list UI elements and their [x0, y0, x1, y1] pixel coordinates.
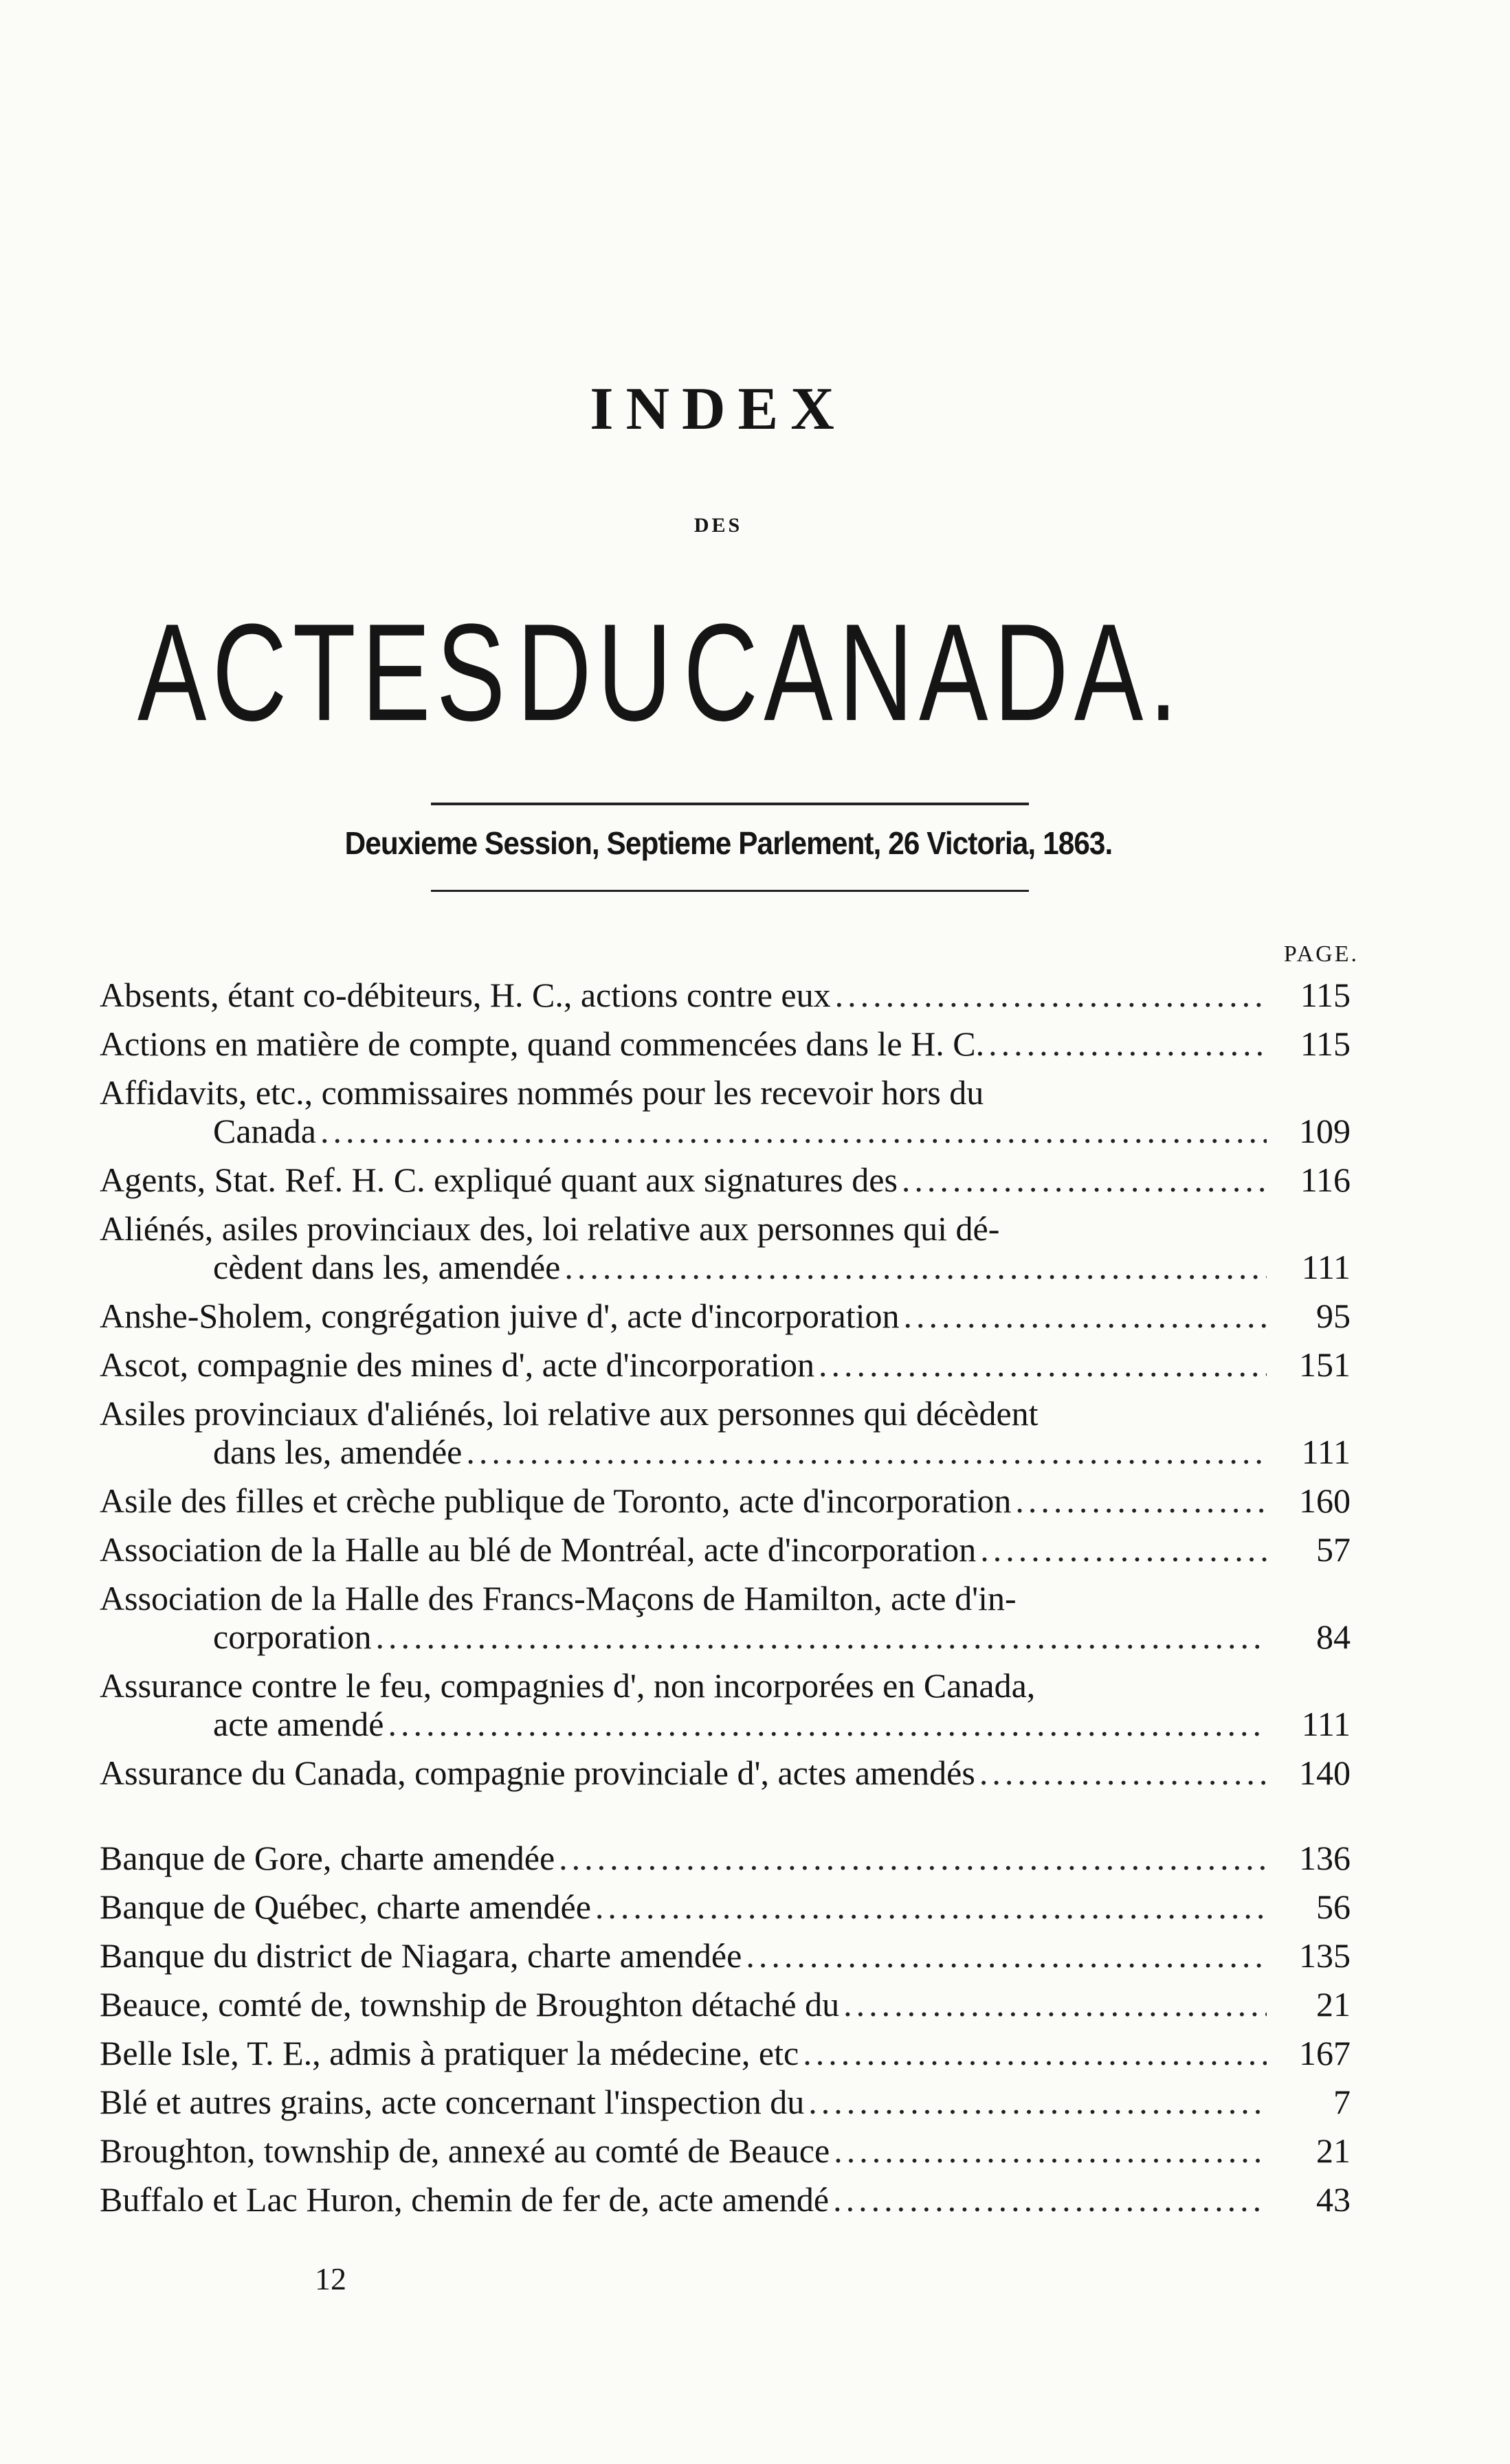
- session-subtitle: Deuxieme Session, Septieme Parlement, 26 Victoria, 1863.: [344, 825, 1113, 861]
- page-number: 151: [1299, 1345, 1351, 1384]
- dot-leader: [746, 1936, 1267, 1975]
- dot-leader: [466, 1433, 1267, 1471]
- dot-leader: [843, 1985, 1267, 2024]
- index-entry-line: [100, 1754, 1351, 1792]
- index-entry: [100, 1666, 1351, 1743]
- dot-leader: [375, 1617, 1267, 1656]
- index-entry-text: Affidavits, etc., commissaires nommés pour les recevoir hors du: [100, 1073, 984, 1112]
- index-entry-line: [100, 1024, 1351, 1063]
- index-title: INDEX: [590, 376, 847, 443]
- page-number: 57: [1316, 1530, 1351, 1569]
- index-entry-line: [100, 2131, 1351, 2170]
- page-number: 111: [1301, 1433, 1351, 1471]
- page-number: 84: [1316, 1617, 1351, 1656]
- page-number: 115: [1300, 1024, 1351, 1063]
- index-entry-text: acte amendé: [213, 1705, 384, 1743]
- index-entry-text: cèdent dans les, amendée: [213, 1248, 561, 1286]
- index-entry: [100, 1530, 1351, 1569]
- page-number: 111: [1301, 1705, 1351, 1743]
- index-entry: [100, 1345, 1351, 1384]
- index-entry-line: [100, 1433, 1351, 1471]
- dot-leader: [988, 1024, 1267, 1063]
- dot-leader: [902, 1161, 1267, 1199]
- page-number: 136: [1299, 1839, 1351, 1877]
- index-entry: [100, 976, 1351, 1014]
- index-entry-line: [100, 1481, 1351, 1520]
- index-entry-text: Ascot, compagnie des mines d', acte d'incorporation: [100, 1345, 814, 1384]
- rule-divider-bottom: [431, 890, 1029, 892]
- index-entry: [100, 1073, 1351, 1150]
- index-entry: [100, 2083, 1351, 2121]
- page-number: 95: [1316, 1297, 1351, 1335]
- dot-leader: [595, 1888, 1267, 1926]
- des-subtitle: DES: [693, 514, 743, 537]
- main-title-letter: U: [597, 596, 672, 750]
- index-entry-line: [100, 1394, 1351, 1433]
- index-entry-text: Asile des filles et crèche publique de Toronto, acte d'incorporation: [100, 1481, 1012, 1520]
- index-entries: [100, 976, 1351, 2229]
- index-entry-line: [100, 1112, 1351, 1150]
- index-entry: [100, 1839, 1351, 1877]
- page-number: 115: [1300, 976, 1351, 1014]
- dot-leader: [980, 1530, 1267, 1569]
- dot-leader: [835, 976, 1267, 1014]
- dot-leader: [564, 1248, 1267, 1286]
- dot-leader: [559, 1839, 1267, 1877]
- main-title-letter: .: [1148, 596, 1178, 750]
- dot-leader: [808, 2083, 1267, 2121]
- index-entry: [100, 1161, 1351, 1199]
- index-entry: [100, 1579, 1351, 1656]
- index-entry-line: [100, 1530, 1351, 1569]
- index-entry-text: Agents, Stat. Ref. H. C. expliqué quant aux signatures des: [100, 1161, 898, 1199]
- index-entry-line: [100, 1073, 1351, 1112]
- index-entry-line: [100, 1617, 1351, 1656]
- page-number: 21: [1316, 1985, 1351, 2024]
- index-entry: [100, 2131, 1351, 2170]
- index-entry: [100, 1985, 1351, 2024]
- index-entry-line: [100, 976, 1351, 1014]
- main-title-letter: A: [137, 596, 207, 750]
- page-number: 111: [1301, 1248, 1351, 1286]
- index-entry-line: [100, 1209, 1351, 1248]
- dot-leader: [833, 2180, 1267, 2219]
- index-entry: [100, 1024, 1351, 1063]
- main-title: [137, 596, 1178, 750]
- index-entry: [100, 2180, 1351, 2219]
- page-number: 160: [1299, 1481, 1351, 1520]
- index-entry-text: dans les, amendée: [213, 1433, 463, 1471]
- index-entry-text: Anshe-Sholem, congrégation juive d', acte d'incorporation: [100, 1297, 900, 1335]
- page-number: 21: [1316, 2131, 1351, 2170]
- main-title-letter: C: [212, 596, 287, 750]
- index-entry-text: Actions en matière de compte, quand commencées dans le H. C.: [100, 1024, 985, 1063]
- index-entry-line: [100, 1839, 1351, 1877]
- page-column-label: PAGE.: [1283, 941, 1359, 967]
- main-title-letter: D: [993, 596, 1069, 750]
- index-entry-text: Asiles provinciaux d'aliénés, loi relative aux personnes qui décèdent: [100, 1394, 1039, 1433]
- index-entry-text: Banque du district de Niagara, charte amendée: [100, 1936, 742, 1975]
- main-title-letter: T: [292, 596, 356, 750]
- page-number: 167: [1299, 2034, 1351, 2072]
- index-entry-line: [100, 1345, 1351, 1384]
- page-number: 56: [1316, 1888, 1351, 1926]
- main-title-letter: C: [683, 596, 758, 750]
- page-number: 109: [1299, 1112, 1351, 1150]
- index-entry-line: [100, 2180, 1351, 2219]
- page-number: 43: [1316, 2180, 1351, 2219]
- main-title-letter: A: [764, 596, 833, 750]
- page-number: 140: [1299, 1754, 1351, 1792]
- index-entry-text: Assurance contre le feu, compagnies d', non incorporées en Canada,: [100, 1666, 1036, 1705]
- index-entry-text: Blé et autres grains, acte concernant l'inspection du: [100, 2083, 805, 2121]
- index-entry: [100, 2034, 1351, 2072]
- dot-leader: [834, 2131, 1267, 2170]
- index-entry-text: Association de la Halle au blé de Montréal, acte d'incorporation: [100, 1530, 977, 1569]
- index-entry: [100, 1394, 1351, 1471]
- dot-leader: [320, 1112, 1267, 1150]
- index-entry-text: Canada: [213, 1112, 316, 1150]
- signature-number: 12: [315, 2261, 346, 2296]
- index-entry-line: [100, 1297, 1351, 1335]
- main-title-letter: D: [516, 596, 592, 750]
- index-entry-line: [100, 1936, 1351, 1975]
- main-title-letter: S: [436, 596, 506, 750]
- index-entry-line: [100, 2034, 1351, 2072]
- dot-leader: [819, 1345, 1267, 1384]
- index-entry-text: Banque de Québec, charte amendée: [100, 1888, 591, 1926]
- page-number: 135: [1299, 1936, 1351, 1975]
- index-entry-text: Broughton, township de, annexé au comté de Beauce: [100, 2131, 830, 2170]
- index-entry-line: [100, 1985, 1351, 2024]
- index-entry-text: corporation: [213, 1617, 372, 1656]
- index-entry: [100, 1209, 1351, 1286]
- main-title-letter: A: [919, 596, 988, 750]
- index-entry-line: [100, 2083, 1351, 2121]
- page-number: 7: [1333, 2083, 1351, 2121]
- index-entry: [100, 1297, 1351, 1335]
- index-entry: [100, 1481, 1351, 1520]
- index-entry-line: [100, 1705, 1351, 1743]
- dot-leader: [388, 1705, 1267, 1743]
- index-entry-line: [100, 1888, 1351, 1926]
- dot-leader: [803, 2034, 1267, 2072]
- main-title-letter: N: [839, 596, 913, 750]
- dot-leader: [904, 1297, 1267, 1335]
- index-entry-text: Buffalo et Lac Huron, chemin de fer de, acte amendé: [100, 2180, 830, 2219]
- dot-leader: [1015, 1481, 1267, 1520]
- index-entry: [100, 1936, 1351, 1975]
- index-entry-text: Belle Isle, T. E., admis à pratiquer la médecine, etc: [100, 2034, 799, 2072]
- index-entry-text: Association de la Halle des Francs-Maçons de Hamilton, acte d'in-: [100, 1579, 1017, 1617]
- dot-leader: [979, 1754, 1267, 1792]
- main-title-letter: A: [1074, 596, 1144, 750]
- main-title-letter: E: [362, 596, 431, 750]
- index-entry-line: [100, 1248, 1351, 1286]
- index-entry-text: Beauce, comté de, township de Broughton détaché du: [100, 1985, 840, 2024]
- index-entry: [100, 1754, 1351, 1792]
- index-entry-text: Banque de Gore, charte amendée: [100, 1839, 555, 1877]
- index-entry-line: [100, 1579, 1351, 1617]
- index-entry-line: [100, 1666, 1351, 1705]
- index-entry-text: Absents, étant co-débiteurs, H. C., actions contre eux: [100, 976, 831, 1014]
- index-entry: [100, 1888, 1351, 1926]
- index-entry-line: [100, 1161, 1351, 1199]
- index-entry-text: Assurance du Canada, compagnie provinciale d', actes amendés: [100, 1754, 975, 1792]
- rule-divider-top: [431, 803, 1029, 805]
- page-number: 116: [1300, 1161, 1351, 1199]
- index-entry-text: Aliénés, asiles provinciaux des, loi relative aux personnes qui dé-: [100, 1209, 1000, 1248]
